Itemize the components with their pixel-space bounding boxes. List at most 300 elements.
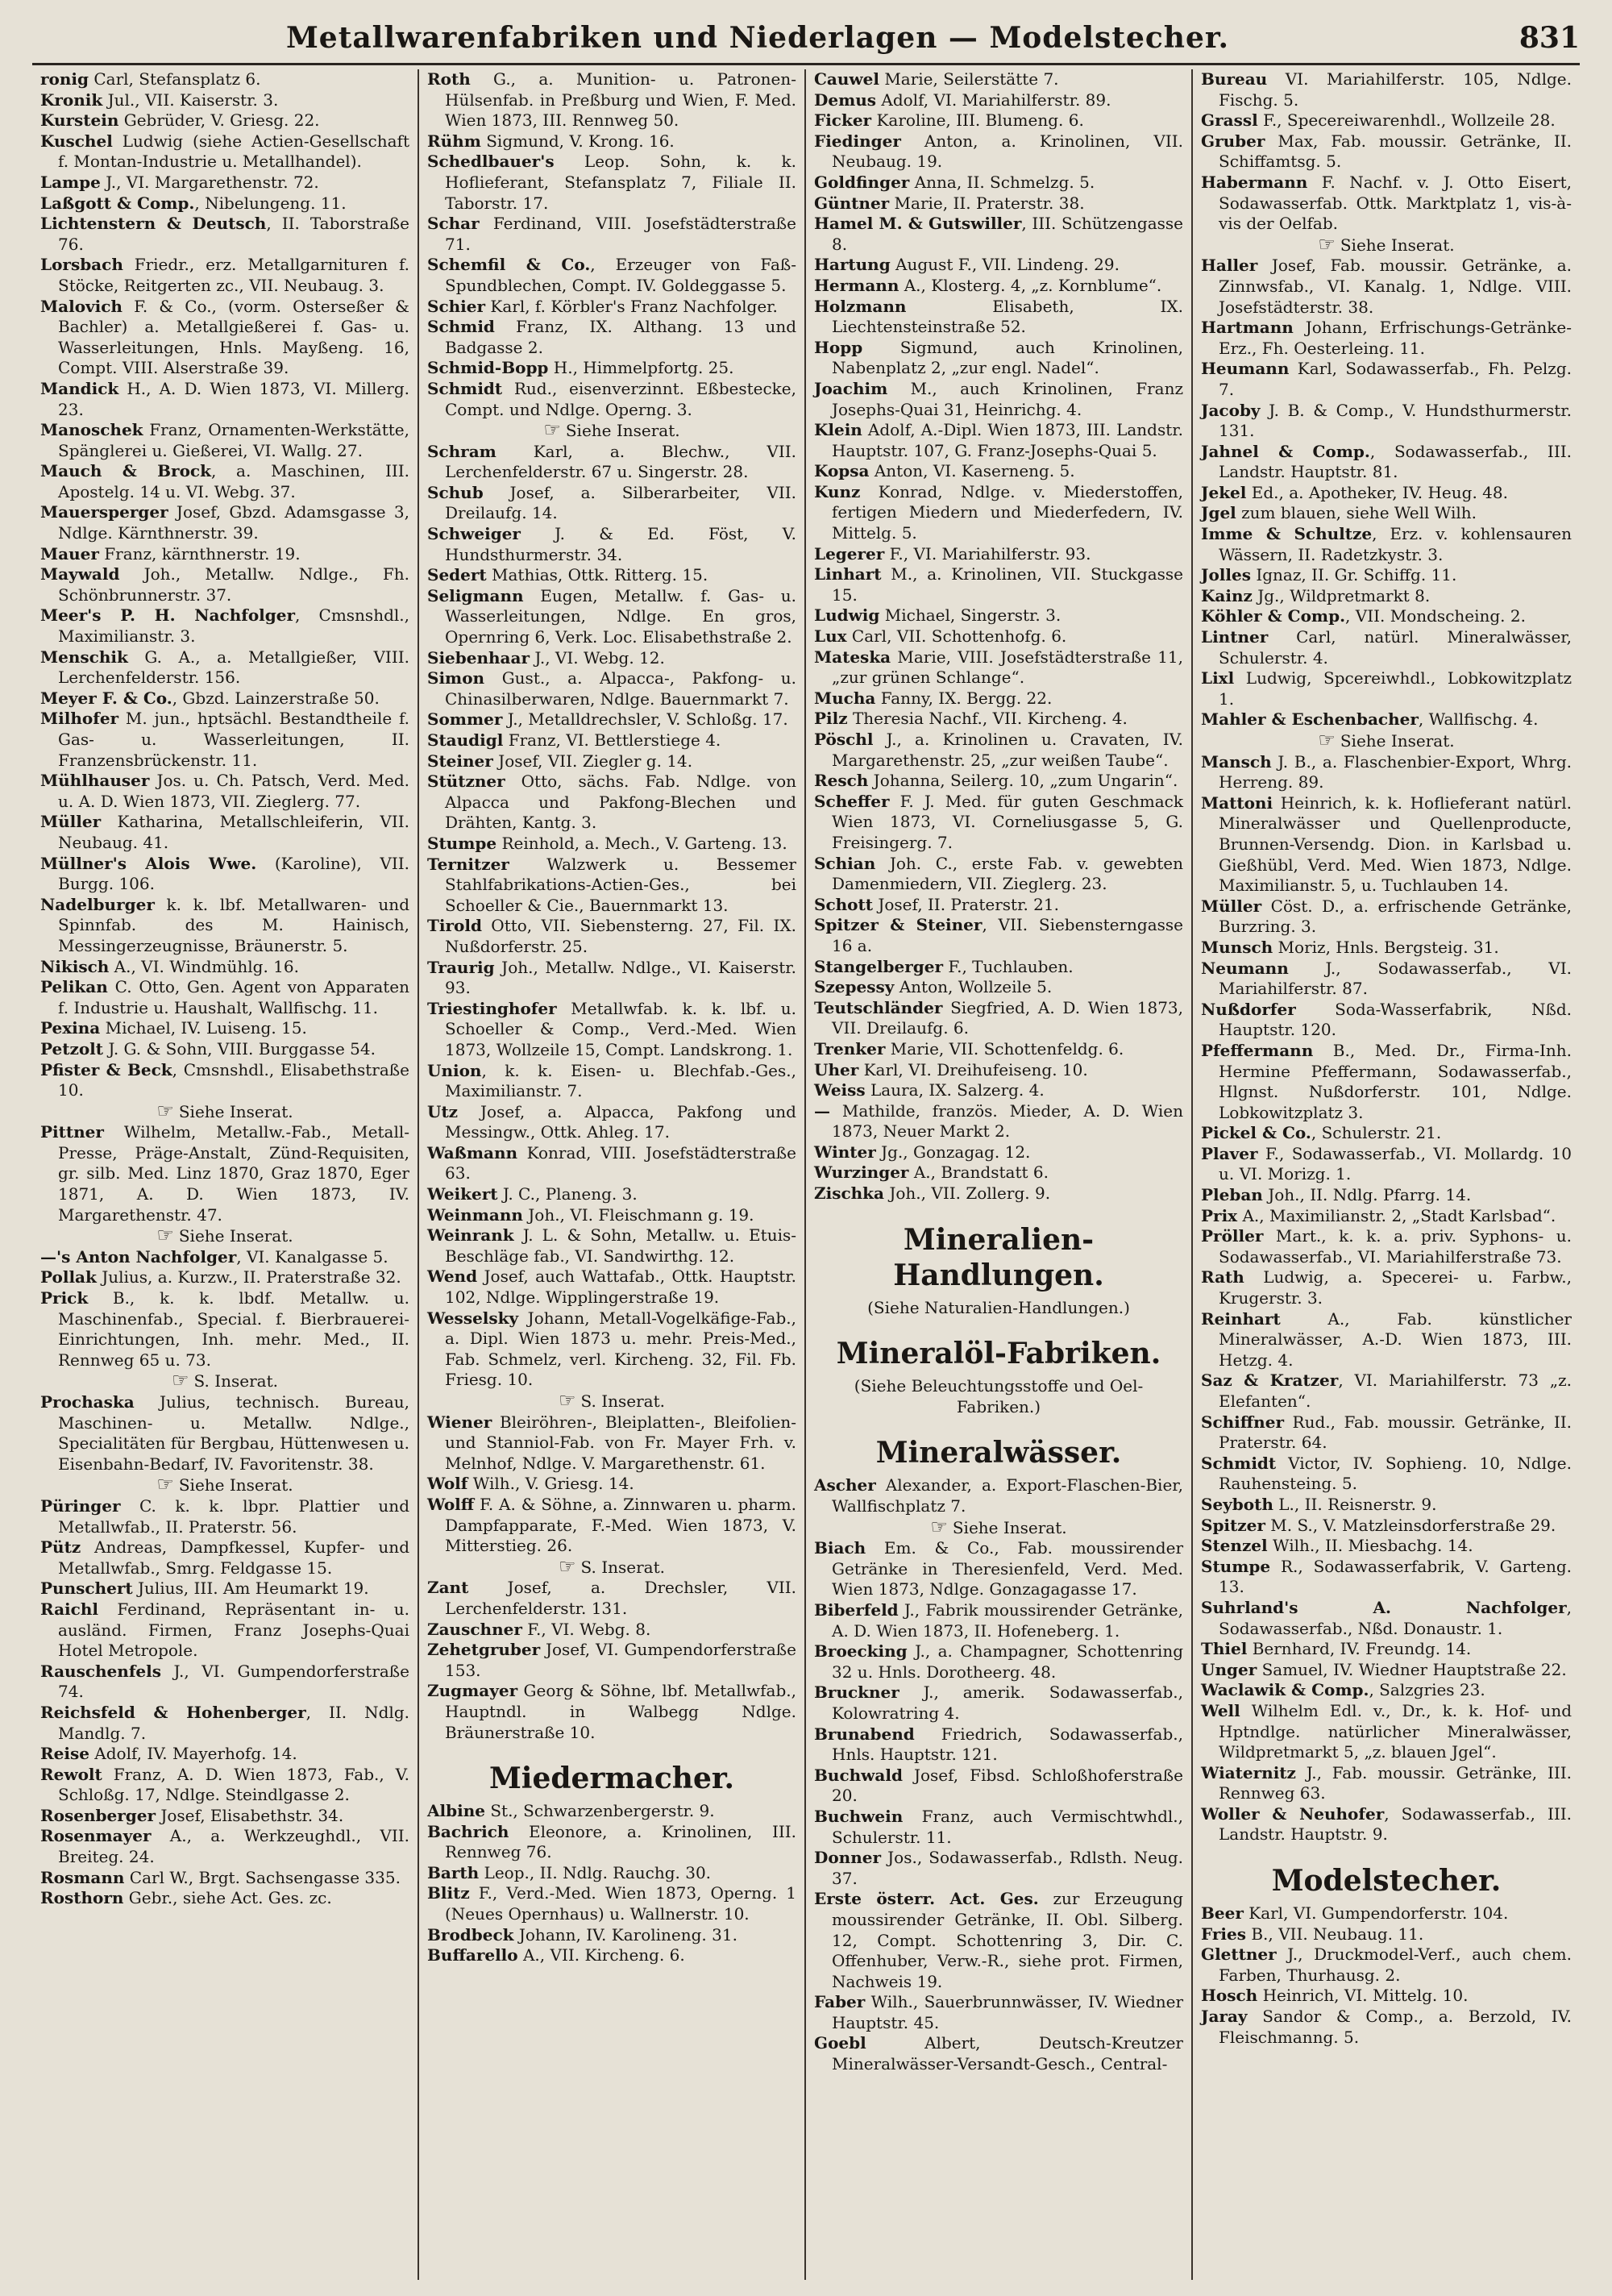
entry-details: zum blauen, siehe Well Wilh. [1236,503,1477,523]
see-advert-label: S. Inserat. [193,1371,278,1391]
entry-name: Jekel [1201,482,1247,502]
directory-entry [814,1682,1183,1724]
directory-entry [814,90,1183,111]
directory-entry [814,2033,1183,2074]
entry-details: A., a. Werkzeughdl., VII. Breiteg. 24. [58,1826,409,1867]
directory-entry [1201,959,1572,1000]
directory-entry [40,1496,409,1537]
entry-name: —'s Anton Nachfolger [40,1246,237,1267]
entry-details: Friedr., erz. Metallgarnituren f. Stöcke, Reitgerten zc., VII. Neubaug. 3. [58,255,409,295]
directory-entry [1201,586,1572,607]
see-advert-note [40,1101,409,1123]
entry-name: Schemfil & Co. [427,255,591,275]
entry-details: A., VII. Kircheng. 6. [517,1945,685,1965]
entry-details: F., VI. Mariahilferstr. 93. [884,543,1091,564]
entry-details: Carl, VII. Schottenhofg. 6. [846,626,1067,647]
entry-details: Jos. u. Ch. Patsch, Verd. Med. u. A. D. Wien 1873, VII. Zieglerg. 77. [58,771,409,811]
entry-details: St., Schwarzenbergerstr. 9. [484,1801,715,1821]
entry-name: Wesselsky [427,1308,519,1328]
entry-name: Schian [814,853,876,873]
entry-details: k. k. lbf. Metallwaren- und Spinnfab. des M. Hainisch, Messingerzeugnisse, Bräunerstr. 5. [58,894,409,955]
entry-details: Konrad, Ndlge. v. Miederstoffen, fertigen Miedern und Miederfedern, IV. Mittelg. 5. [832,481,1183,543]
entry-name: Pfister & Beck [40,1059,172,1079]
entry-details: , III. Schützengasse 8. [832,214,1183,254]
entry-name: Lampe [40,172,101,192]
directory-entry [427,999,796,1061]
directory-entry [427,1102,796,1143]
directory-entry [40,1018,409,1039]
entry-name: Ludwig [814,605,880,626]
entry-name: Well [1201,1700,1240,1720]
entry-details: Marie, Seilerstätte 7. [879,69,1059,89]
directory-entry [1201,1639,1572,1660]
directory-entry [814,1992,1183,2033]
entry-name: Müller [1201,896,1262,916]
entry-name: Teutschländer [814,997,943,1017]
entry-details: Ludwig (siehe Actien-Gesellschaft f. Montan-Industrie u. Metallhandel). [58,131,409,172]
directory-entry [814,482,1183,544]
entry-details: August F., VII. Lindeng. 29. [890,255,1120,275]
entry-name: Thiel [1201,1639,1248,1659]
entry-name: Grassl [1201,110,1258,131]
entry-details: F. & Co., (vorm. Osterseßer & Bachler) a. Metallgießerei f. Gas- u. Wasserleitungen, Hnls. Mayßeng. 16, Compt. VIII. Alserstraße 39. [58,296,409,378]
pointing-hand-icon: ☞ [559,1554,576,1578]
directory-entry [40,69,409,90]
entry-name: Jaray [1201,2007,1248,2027]
directory-entry [427,1620,796,1641]
entry-name: Traurig [427,957,495,977]
entry-details: Anton, Wollzeile 5. [894,977,1053,997]
directory-entry [427,834,796,855]
entry-details: Em. & Co., Fab. moussirender Getränke in Theresienfeld, Verd. Med. Wien 1873, Ndlge. Gonzagagasse 17. [832,1538,1183,1599]
directory-entry [814,895,1183,916]
entry-details: J., VI. Gumpendorferstraße 74. [58,1661,409,1702]
entry-details: Ludwig, Spcereiwhdl., Lobkowitzplatz 1. [1219,668,1572,709]
entry-details: , Schulerstr. 21. [1311,1123,1442,1143]
entry-name: Pickel & Co. [1201,1123,1311,1143]
directory-entry [814,1060,1183,1081]
entry-details: Franz, A. D. Wien 1873, Fab., V. Schloßg. 17, Ndlge. Steindlgasse 2. [58,1764,409,1805]
entry-details: Mathias, Ottk. Ritterg. 15. [486,565,708,585]
directory-entry [1201,1495,1572,1516]
entry-name: Buchwein [814,1806,904,1826]
entry-name: Schmidt [1201,1453,1277,1473]
entry-details: Reinhold, a. Mech., V. Garteng. 13. [496,833,787,853]
directory-entry [1201,110,1572,131]
entry-details: C. Otto, Gen. Agent von Apparaten f. Industrie u. Haushalt, Wallfischg. 11. [58,977,409,1017]
directory-entry [814,214,1183,255]
entry-name: Sedert [427,565,487,585]
entry-name: Wurzinger [814,1163,909,1183]
directory-entry [814,1766,1183,1807]
directory-entry [814,131,1183,173]
entry-name: Lixl [1201,668,1235,688]
entry-details: F., Specereiwarenhdl., Wollzeile 28. [1257,110,1556,131]
directory-entry [427,379,796,420]
entry-details: A., Maximilianstr. 2, „Stadt Karlsbad“. [1237,1205,1556,1225]
directory-entry [40,1703,409,1744]
entry-name: Utz [427,1101,459,1121]
directory-entry [1201,1945,1572,1986]
entry-details: J. & Ed. Föst, V. Hundsthurmerstr. 34. [445,524,796,564]
entry-details: Ed., a. Apotheker, IV. Heug. 48. [1246,482,1508,502]
entry-name: Tirold [427,916,482,936]
see-advert-label: Siehe Inserat. [1340,235,1455,255]
directory-entry [1201,1371,1572,1412]
directory-entry [427,668,796,709]
entry-details: Leop. Sohn, k. k. Hoflieferant, Stefansplatz 7, Filiale II. Taborstr. 17. [445,152,796,213]
entry-details: H., Himmelpfortg. 25. [548,358,734,378]
entry-name: Erste österr. Act. Ges. [814,1889,1039,1909]
entry-name: Müller [40,812,102,832]
entry-details: Johann, IV. Karolineng. 31. [513,1924,737,1945]
entry-details: Wilh., Sauerbrunnwässer, IV. Wiedner Hauptstr. 45. [832,1992,1183,2032]
page-number: 831 [1519,21,1580,55]
entry-name: Legerer [814,543,885,564]
directory-entry [40,564,409,605]
directory-entry [1201,896,1572,938]
entry-name: Schier [427,296,486,316]
entry-name: Schub [427,482,484,502]
directory-entry [427,855,796,917]
directory-entry [814,1807,1183,1848]
entry-details: Ferdinand, VIII. Josefstädterstraße 71. [445,214,796,254]
entry-name: Zauschner [427,1619,522,1639]
entry-name: Wiener [427,1412,492,1432]
entry-name: Siebenhaar [427,647,530,668]
entry-name: Schmidt [427,378,503,398]
entry-name: Hartmann [1201,318,1294,338]
entry-name: Plaver [1201,1143,1258,1163]
see-advert-note [427,1554,796,1578]
directory-entry [40,1122,409,1225]
entry-name: Pollak [40,1267,97,1287]
entry-name: Rühm [427,131,481,151]
directory-entry [1201,1000,1572,1041]
entry-details: Otto, sächs. Fab. Ndlge. von Alpacca und Pakfong-Blechen und Drähten, Kantg. 3. [445,772,796,833]
directory-entry [814,730,1183,771]
entry-details: VI. Mariahilferstr. 105, Ndlge. Fischg. 5. [1219,69,1572,110]
entry-name: Wolff [427,1494,475,1514]
see-advert-note [40,1371,409,1392]
pointing-hand-icon: ☞ [1318,232,1336,256]
entry-name: Mansch [1201,751,1272,772]
entry-details: Jg., Gonzagag. 12. [875,1142,1031,1162]
directory-entry [40,605,409,647]
directory-entry [1201,256,1572,318]
entry-name: Wend [427,1267,478,1287]
entry-details: , VI. Kanalgasse 5. [236,1246,388,1267]
see-advert-label: S. Inserat. [580,1557,665,1577]
directory-entry [427,1925,796,1946]
directory-entry [1201,793,1572,896]
section-heading: Mineralwässer. [875,1436,1122,1470]
entry-details: Mathilde, französ. Mieder, A. D. Wien 1873, Neuer Markt 2. [830,1100,1183,1142]
entry-name: Kronik [40,89,103,110]
directory-entry [1201,1804,1572,1845]
directory-entry [427,214,796,255]
entry-name: Resch [814,771,869,791]
entry-name: Wolf [427,1474,468,1494]
entry-details: Julius, technisch. Bureau, Maschinen- u. Metallw. Ndlge., Specialitäten für Bergbau, Hüttenwesen u. Eisenbahn-Bedarf, IV. Favoritenstr. 38. [58,1392,409,1474]
entry-name: Rath [1201,1267,1244,1287]
section-heading: Miedermacher. [488,1762,735,1796]
entry-name: Lorsbach [40,255,123,275]
entry-name: Schweiger [427,524,521,544]
pointing-hand-icon: ☞ [156,1473,174,1496]
entry-name: Fries [1201,1924,1246,1944]
directory-entry [1201,1680,1572,1701]
directory-entry [814,1142,1183,1163]
entry-details: Franz, kärnthnerstr. 19. [98,543,301,564]
entry-details: , Sodawasserfab., III. Landstr. Hauptstr. 9. [1219,1803,1572,1845]
entry-details: Michael, Singerstr. 3. [879,605,1062,626]
pointing-hand-icon: ☞ [1318,729,1336,751]
entry-name: — [814,1100,830,1121]
entry-name: Raichl [40,1599,98,1619]
entry-name: Jacoby [1201,400,1261,420]
entry-details: C. k. k. lbpr. Plattier und Metallwfab., II. Praterstr. 56. [58,1495,409,1537]
entry-details: Andreas, Dampfkessel, Kupfer- und Metallwfab., Smrg. Feldgasse 15. [58,1537,409,1578]
entry-name: Nikisch [40,956,110,976]
directory-entry [1201,1924,1572,1945]
directory-entry [427,586,796,648]
directory-entry [814,564,1183,605]
entry-details: , k. k. Eisen- u. Blechfab.-Ges., Maximilianstr. 7. [445,1060,796,1101]
entry-details: H., A. D. Wien 1873, VI. Millerg. 23. [58,378,409,419]
see-advert-label: Siehe Inserat. [1340,731,1455,751]
entry-details: J., amerik. Sodawasserfab., Kolowratring 4. [832,1682,1183,1723]
column-1 [32,69,419,2280]
directory-entry [814,1475,1183,1516]
entry-details: Eleonore, a. Krinolinen, III. Rennweg 76. [445,1821,796,1862]
entry-details: F. A. & Söhne, a. Zinnwaren u. pharm. Dampfapparate, F.-Med. Wien 1873, V. Mitterstieg. 26. [445,1494,796,1556]
directory-entry [427,1863,796,1884]
entry-details: Metallwfab. k. k. lbf. u. Schoeller & Comp., Verd.-Med. Wien 1873, Wollzeile 15, Compt. Landskrong. 1. [445,998,796,1059]
directory-entry [427,255,796,296]
see-advert-note [1201,232,1572,256]
entry-name: Bruckner [814,1682,899,1703]
entry-details: Siegfried, A. D. Wien 1873, VII. Dreilaufg. 6. [832,997,1183,1038]
entry-name: Weiss [814,1080,866,1100]
directory-entry [1201,1267,1572,1308]
entry-details: Joh., VII. Zollerg. 9. [884,1183,1051,1204]
entry-name: Nußdorfer [1201,999,1296,1019]
entry-name: Mateska [814,647,891,667]
entry-name: Woller & Neuhofer [1201,1803,1385,1824]
entry-name: Reise [40,1744,89,1764]
directory-entry [814,255,1183,276]
directory-entry [40,173,409,193]
pointing-hand-icon: ☞ [156,1224,174,1247]
see-advert-label: Siehe Inserat. [178,1475,293,1495]
entry-details: A., Brandstatt 6. [908,1163,1049,1183]
entry-details: Josef, Gbzd. Adamsgasse 3, Ndlge. Kärnthnerstr. 39. [58,502,409,543]
entry-details: R., Sodawasserfabrik, V. Garteng. 13. [1219,1556,1572,1597]
entry-name: Union [427,1060,482,1080]
entry-details: M., auch Krinolinen, Franz Josephs-Quai 31, Heinrichg. 4. [832,378,1183,419]
entry-name: Albine [427,1801,485,1821]
entry-details: Sigmund, V. Krong. 16. [480,131,675,151]
directory-entry [814,1848,1183,1889]
entry-details: J., Fabrik moussirender Getränke, A. D. Wien 1873, II. Hofeneberg. 1. [832,1600,1183,1641]
directory-entry [814,1183,1183,1204]
directory-entry [1201,1986,1572,2007]
entry-name: Kainz [1201,585,1253,605]
entry-details: Cöst. D., a. erfrischende Getränke, Burzring. 3. [1219,896,1572,937]
directory-entry [1201,1701,1572,1763]
see-advert-label: Siehe Inserat. [178,1226,293,1246]
directory-entry [1201,606,1572,627]
entry-details: F., Verd.-Med. Wien 1873, Operng. 1 (Neues Opernhaus) u. Wallnerstr. 10. [445,1883,796,1924]
entry-details: M. jun., hptsächl. Bestandtheile f. Gas- u. Wasserleitungen, II. Franzensbrückenstr. 11. [58,709,409,770]
entry-name: Steiner [427,751,493,771]
directory-entry [40,977,409,1018]
entry-details: , Cmsnshdl., Maximilianstr. 3. [58,605,409,647]
directory-entry [814,173,1183,193]
directory-entry [427,648,796,669]
entry-details: , Nibelungeng. 11. [194,193,347,213]
directory-entry [427,1681,796,1743]
entry-details: Adolf, VI. Mariahilferstr. 89. [876,89,1111,110]
entry-name: Imme & Schultze [1201,524,1373,544]
entry-details: Sandor & Comp., a. Berzold, IV. Fleischmanng. 5. [1219,2007,1572,2047]
directory-entry [1201,1660,1572,1681]
entry-name: Malovich [40,296,123,316]
see-advert-note [40,1475,409,1496]
directory-entry [1201,1454,1572,1495]
directory-entry [1201,709,1572,730]
entry-name: Waßmann [427,1142,518,1163]
entry-details: , Wallfischg. 4. [1418,709,1539,730]
entry-details: J. B. & Comp., V. Hundsthurmerstr. 131. [1219,400,1572,441]
directory-entry [40,131,409,173]
entry-details: (Karoline), VII. Burgg. 106. [58,853,409,894]
entry-details: Carl, natürl. Mineralwässer, Schulerstr. 4. [1219,627,1572,668]
entry-details: Karoline, III. Blumeng. 6. [871,110,1084,131]
directory-entry [40,647,409,688]
entry-name: Neumann [1201,958,1289,978]
entry-details: Albert, Deutsch-Kreutzer Mineralwässer-Versandt-Gesch., Central- [832,2033,1183,2074]
entry-details: Carl, Stefansplatz 6. [89,69,261,89]
entry-details: Karl, VI. Gumpendorferstr. 104. [1243,1903,1509,1924]
entry-name: Schott [814,894,873,914]
entry-details: Leop., II. Ndlg. Rauchg. 30. [479,1862,712,1882]
entry-details: Heinrich, k. k. Hoflieferant natürl. Mineralwässer und Quellenproducte, Brunnen-Versendg. Dion. in Karlsbad u. Gießhübl, Verd. Med. Wien 1873, Ndlge. Maximilianstr. 5, u. Tuchlauben 14. [1219,792,1572,896]
directory-entry [814,544,1183,565]
entry-details: Karl, a. Blechw., VII. Lerchenfelderstr. 67 u. Singerstr. 28. [445,441,796,482]
entry-details: Gebrüder, V. Griesg. 22. [118,110,320,131]
directory-entry [814,957,1183,978]
directory-entry [40,502,409,543]
entry-name: Cauwel [814,69,879,89]
entry-name: Reinhart [1201,1308,1281,1329]
entry-details: Rud., eisenverzinnt. Eßbestecke, Compt. und Ndlge. Operng. 3. [445,378,796,419]
entry-name: Ternitzer [427,854,509,874]
directory-entry [40,1744,409,1765]
entry-name: Ficker [814,110,872,131]
entry-name: Pleban [1201,1185,1263,1205]
entry-details: Josef, Elisabethstr. 34. [155,1805,344,1825]
entry-name: Linhart [814,564,882,584]
directory-entry [1201,173,1572,235]
directory-entry [40,1060,409,1101]
entry-details: Julius, a. Kurzw., II. Praterstraße 32. [96,1267,401,1287]
directory-entry [1201,1309,1572,1371]
entry-details: Josef, VII. Ziegler g. 14. [492,751,693,771]
entry-details: Mart., k. k. a. priv. Syphons- u. Sodawasserfab., VI. Mariahilferstraße 73. [1219,1226,1572,1267]
directory-entry [427,1578,796,1619]
directory-entry [814,420,1183,461]
entry-details: Theresia Nachf., VII. Kircheng. 4. [847,709,1128,729]
entry-details: Samuel, IV. Wiedner Hauptstraße 22. [1257,1659,1567,1679]
entry-name: Szepessy [814,977,895,997]
directory-entry [427,152,796,214]
entry-name: Schmid [427,317,495,337]
entry-details: Ludwig, a. Specerei- u. Farbw., Krugerstr. 3. [1219,1267,1572,1308]
directory-entry [1201,2007,1572,2048]
entry-name: Sommer [427,709,503,730]
pointing-hand-icon: ☞ [156,1099,174,1122]
directory-entry [40,255,409,296]
section-heading: Mineralien-Handlungen. [893,1222,1104,1292]
directory-entry [40,1888,409,1909]
directory-entry [814,193,1183,214]
entry-details: Gebr., siehe Act. Ges. zc. [123,1888,332,1908]
entry-details: Marie, VII. Schottenfeldg. 6. [885,1038,1124,1059]
entry-name: Schedlbauer's [427,152,555,172]
entry-name: Weinmann [427,1204,523,1225]
entry-name: Mauer [40,543,99,564]
entry-name: Lichtenstern & Deutsch [40,214,267,234]
directory-entry [1201,442,1572,483]
entry-name: Unger [1201,1659,1257,1679]
entry-name: Hopp [814,337,863,357]
entry-name: Stützner [427,772,505,792]
entry-details: Karl, f. Körbler's Franz Nachfolger. [485,296,778,316]
entry-details: F., Tuchlauben. [942,956,1074,976]
directory-entry [427,1308,796,1391]
directory-entry [1201,752,1572,793]
entry-name: Pilz [814,709,848,729]
entry-name: Zischka [814,1183,884,1204]
entry-details: , Salzgries 23. [1369,1680,1485,1700]
entry-details: Karl, VI. Dreihufeiseng. 10. [858,1059,1088,1079]
entry-details: Jos., Sodawasserfab., Rdlsth. Neug. 37. [832,1848,1183,1888]
directory-entry [427,1267,796,1308]
directory-entry [427,358,796,379]
entry-details: Rud., Fab. moussir. Getränke, II. Praterstr. 64. [1219,1412,1572,1453]
directory-entry [427,131,796,152]
entry-details: Gust., a. Alpacca-, Pakfong- u. Chinasilberwaren, Ndlge. Bauernmarkt 7. [445,668,796,709]
directory-entry [40,812,409,853]
directory-entry [814,792,1183,854]
section-heading: Modelstecher. [1271,1864,1502,1899]
entry-details: , a. Maschinen, III. Apostelg. 14 u. VI. Webg. 37. [58,461,410,501]
entry-name: Petzolt [40,1038,103,1059]
directory-entry [814,709,1183,730]
directory-entry [1201,1226,1572,1267]
entry-name: Mahler & Eschenbacher [1201,709,1419,730]
entry-details: , Sodawasserfab., III. Landstr. Hauptstr. 81. [1219,441,1572,482]
entry-name: Schiffner [1201,1412,1284,1432]
directory-entry [40,1578,409,1599]
directory-entry [427,483,796,524]
entry-details: J., Metalldrechsler, V. Schloßg. 17. [502,709,788,730]
directory-entry [40,297,409,379]
entry-details: Wilhelm, Metallw.-Fab., Metall-Presse, Präge-Anstalt, Zünd-Requisiten, gr. silb. Med. Linz 1870, Graz 1870, Eger 1871, A. D. Wien 1873, IV. Margarethenstr. 47. [58,1122,409,1225]
directory-entry [1201,627,1572,668]
